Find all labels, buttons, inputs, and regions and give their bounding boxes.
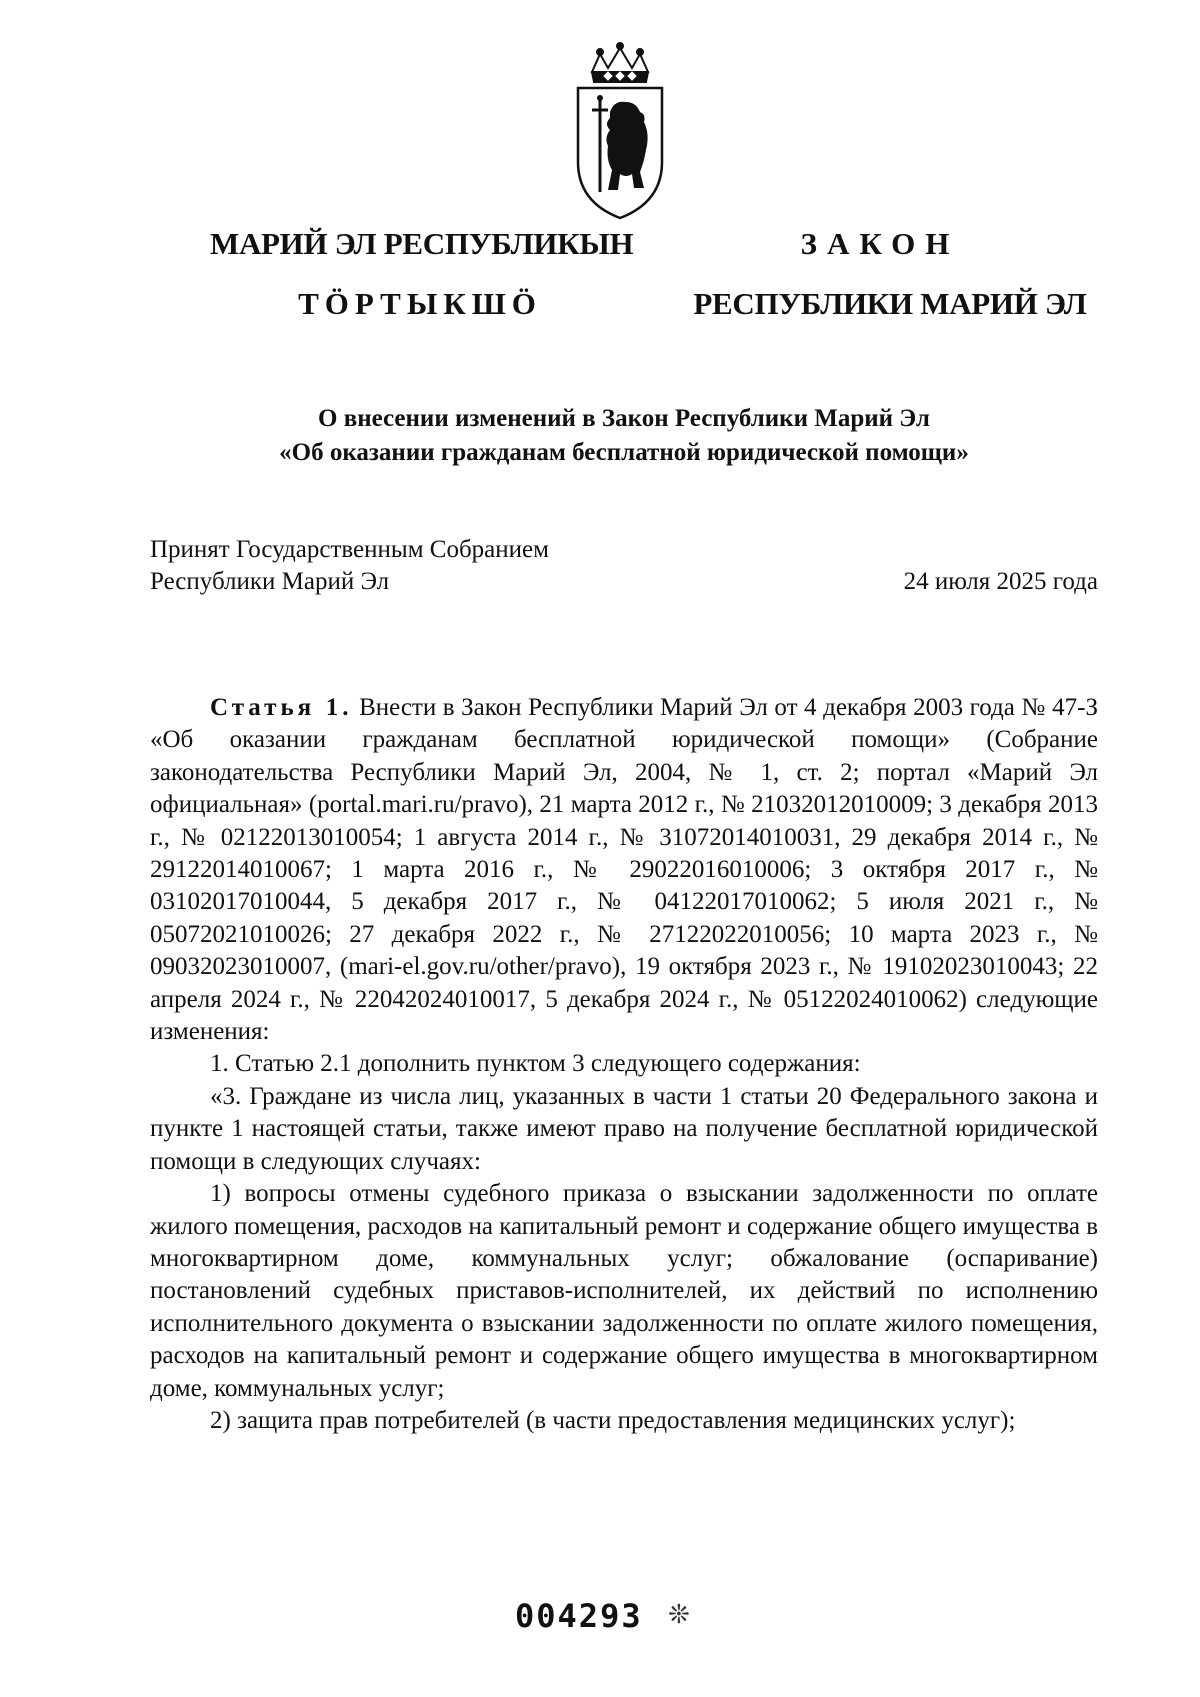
header-left-line1: МАРИЙ ЭЛ РЕСПУБЛИКЫН [210,226,634,261]
coat-of-arms-icon [570,42,670,222]
law-title-line1: О внесении изменений в Закон Республики Марий Эл [318,405,930,432]
article-1-label: Статья 1. [210,694,353,721]
quoted-clause-3: «3. Граждане из числа лиц, указанных в части 1 статьи 20 Федерального закона и пункте 1 настоящей статьи, также имеют право на получение бесплатной юридической помощи в следующих случаях: [150,1082,1098,1175]
adoption-block [150,534,1098,598]
article-1-text: Внести в Закон Республики Марий Эл от 4 декабря 2003 года № 47-З «Об оказании гражданам бесплатной юридической помощи» (Собрание законодательства Республики Марий Эл, 2004, № 1, ст. 2; портал «Марий Эл официальная» (portal.mari.ru/pravo), 21 марта 2012 г., № 21032012010009; 3 декабря 2013 г., № 02122013010054; 1 августа 2014 г., № 31072014010031, 29 декабря 2014 г., № 29122014010067; 1 марта 2016 г., № 29022016010006; 3 октября 2017 г., № 03102017010044, 5 декабря 2017 г., № 04122017010062; 5 июля 2021 г., № 05072021010026; 27 декабря 2022 г., № 27122022010056; 10 марта 2023 г., № 09032023010007, (mari-el.gov.ru/other/pravo), 19 октября 2023 г., № 19102023010043; 22 апреля 2024 г., № 22042024010017, 5 декабря 2024 г., № 05122024010062) следующие изменения: [150,694,1098,1046]
header-right-line1: ЗАКОН [800,226,960,261]
adoption-date: 24 июля 2025 года [903,568,1098,595]
adopted-by-line2: Республики Марий Эл [150,568,390,595]
header-left-line2: ТӦРТЫКШӦ [298,286,542,321]
law-title-line2: «Об оказании гражданам бесплатной юридической помощи» [279,439,969,466]
subitem-1-paragraph: 1) вопросы отмены судебного приказа о взыскании задолженности по оплате жилого помещения, расходов на капитальный ремонт и содержание общего имущества в многоквартирном доме, коммунальных услуг; обжалование (оспаривание) постановлений судебных приставов-исполнителей, их действий по исполнению исполнительного документа о взыскании задолженности по оплате жилого помещения, расходов на капитальный ремонт и содержание общего имущества в многоквартирном доме, коммунальных услуг; [150,1180,1098,1402]
document-serial-number: 004293 [515,1597,643,1635]
law-title [150,402,1098,470]
adopted-by-line1: Принят Государственным Собранием [150,536,549,563]
item-1-paragraph: 1. Статью 2.1 дополнить пунктом 3 следующего содержания: [210,1050,861,1078]
law-body [150,692,1098,1437]
article-1-paragraph [150,692,1098,1048]
subitem-2-paragraph: 2) защита прав потребителей (в части предоставления медицинских услуг); [210,1406,1016,1434]
stamp-mark-icon: ❊ [668,1600,690,1629]
header-right-line2: РЕСПУБЛИКИ МАРИЙ ЭЛ [693,286,1087,321]
